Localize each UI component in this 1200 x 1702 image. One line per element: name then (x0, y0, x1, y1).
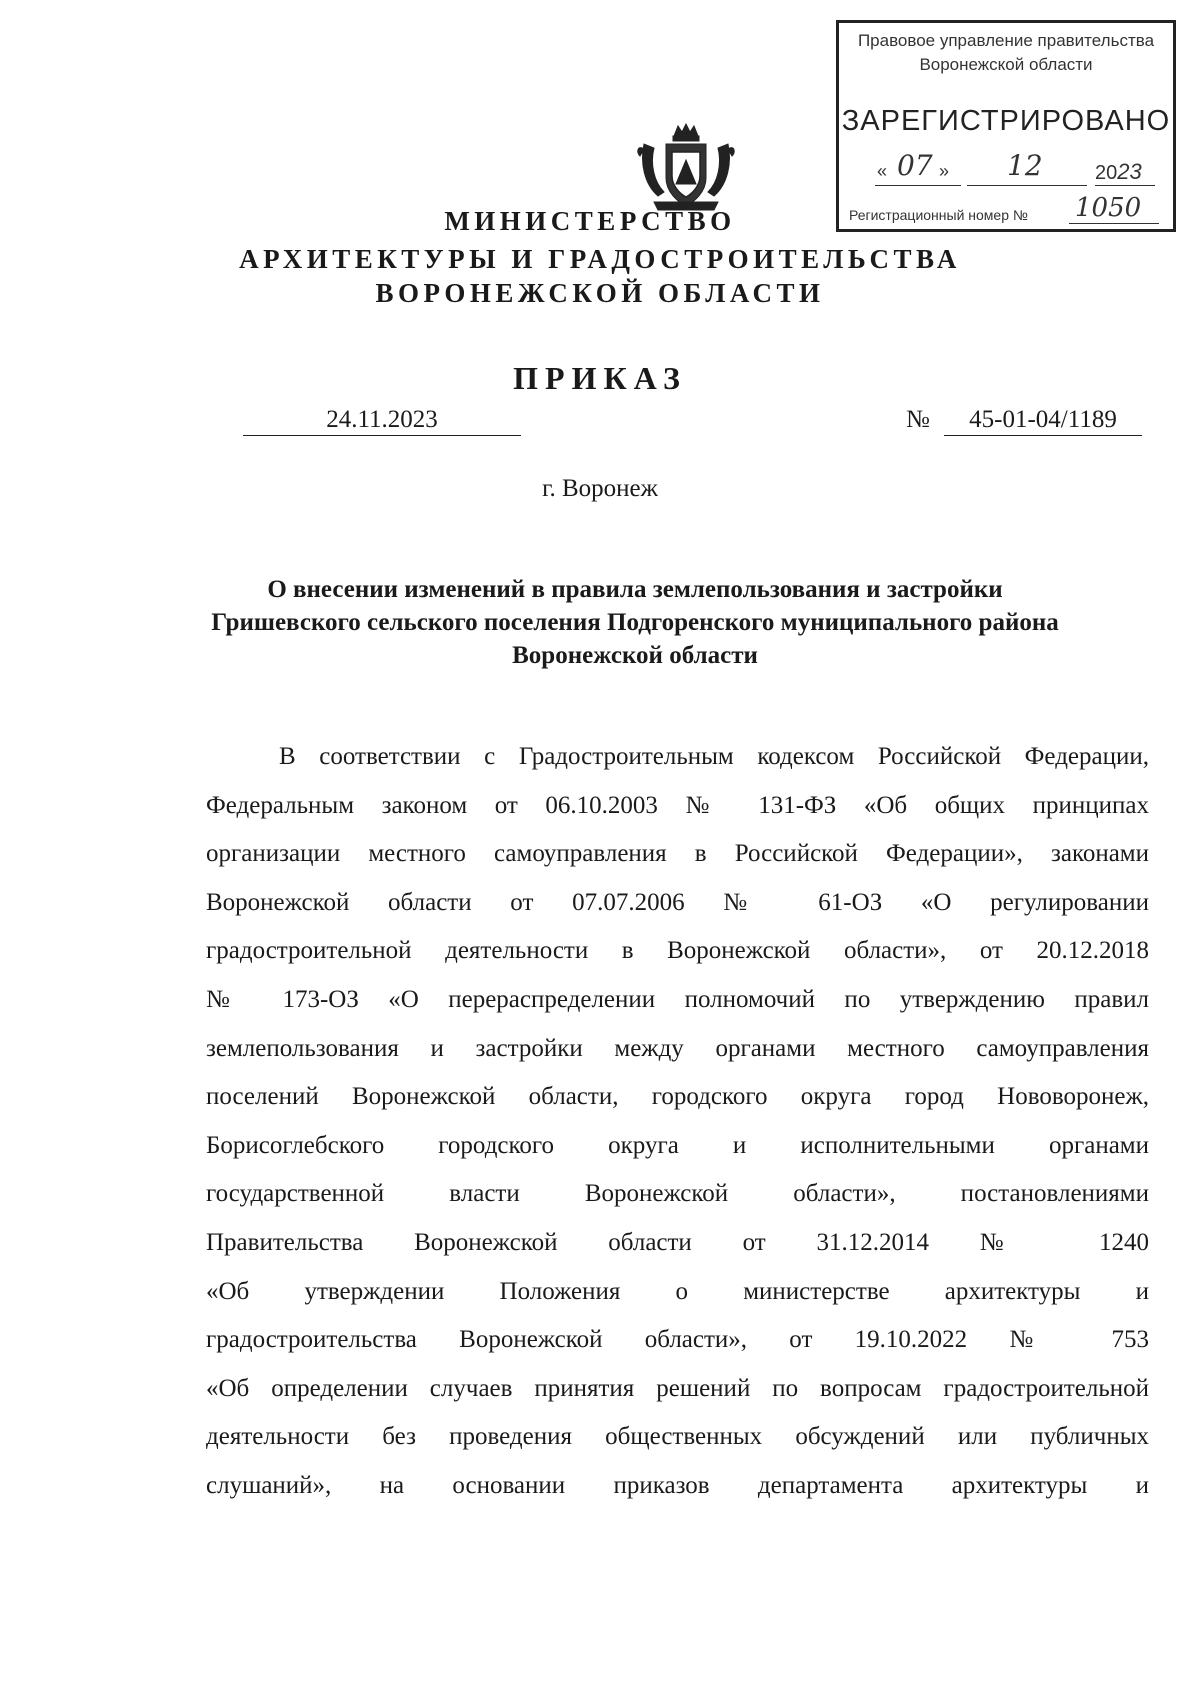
stamp-registered: ЗАРЕГИСТРИРОВАНО (841, 105, 1171, 137)
stamp-reg-label: Регистрационный номер № (849, 207, 1028, 223)
order-date: 24.11.2023 (243, 405, 521, 436)
order-title: О внесении изменений в правила землепользования и застройки Гришевского сельского поселения Подгоренского муниципального района Воронежской области (211, 576, 1059, 669)
body-line: Правительства Воронежской области от 31.12.2014 № 1240 (206, 1228, 1149, 1256)
body-line: Федеральным законом от 06.10.2003 № 131-ФЗ «Об общих принципах (206, 791, 1149, 819)
stamp-date-year-line (1095, 185, 1155, 186)
stamp-date-open-quote: « (877, 161, 888, 181)
body-line: деятельности без проведения общественных обсуждений или публичных (206, 1423, 1149, 1451)
body-line: № 173-ОЗ «О перераспределении полномочий по утверждению правил (206, 985, 1149, 1013)
stamp-date-year-prefix: 20 (1095, 162, 1118, 184)
order-number-sign: № (906, 406, 930, 433)
stamp-date-year (1095, 159, 1142, 185)
body-line: Воронежской области от 07.07.2006 № 61-ОЗ «О регулировании (206, 888, 1149, 916)
body-line: градостроительной деятельности в Воронежской области», от 20.12.2018 (206, 937, 1149, 965)
stamp-date-month: 12 (1007, 149, 1043, 182)
stamp-reg-number: 1050 (1075, 193, 1142, 223)
ministry-name-line-1: МИНИСТЕРСТВО (444, 206, 736, 236)
body-line: слушаний», на основании приказов департамента архитектуры и (206, 1471, 1149, 1499)
body-line: «Об определении случаев принятия решений по вопросам градостроительной (206, 1374, 1149, 1402)
stamp-date-close-quote: » (939, 161, 950, 181)
ministry-name-line-2: АРХИТЕКТУРЫ И ГРАДОСТРОИТЕЛЬСТВА (239, 244, 961, 274)
body-line: поселений Воронежской области, городского округа город Нововоронеж, (206, 1083, 1149, 1111)
body-line: государственной власти Воронежской области», постановлениями (206, 1180, 1149, 1208)
order-number: 45-01-04/1189 (944, 405, 1142, 436)
stamp-date-day-line (875, 185, 961, 186)
stamp-date-year-suffix: 23 (1117, 159, 1142, 184)
stamp-date-day: 07 (897, 149, 933, 182)
stamp-date (859, 149, 1153, 193)
stamp-line-1: Правовое управление правительства (857, 31, 1155, 50)
body-line: землепользования и застройки между органами местного самоуправления (206, 1034, 1149, 1062)
body-line: Борисоглебского городского округа и исполнительными органами (206, 1131, 1149, 1159)
stamp-date-month-line (967, 185, 1087, 186)
registration-stamp (836, 20, 1176, 232)
body-line: «Об утверждении Положения о министерстве архитектуры и (206, 1277, 1149, 1305)
city: г. Воронеж (542, 475, 658, 502)
body-paragraph (206, 733, 1149, 1511)
body-line: градостроительства Воронежской области», от 19.10.2022 № 753 (206, 1326, 1149, 1354)
document-type: ПРИКАЗ (513, 360, 687, 396)
body-line: В соответствии с Градостроительным кодексом Российской Федерации, (279, 743, 1149, 770)
ministry-name-line-3: ВОРОНЕЖСКОЙ ОБЛАСТИ (375, 278, 825, 308)
body-line: организации местного самоуправления в Российской Федерации», законами (206, 840, 1149, 868)
coat-of-arms-icon (636, 122, 736, 214)
stamp-line-2: Воронежской области (919, 55, 1093, 74)
